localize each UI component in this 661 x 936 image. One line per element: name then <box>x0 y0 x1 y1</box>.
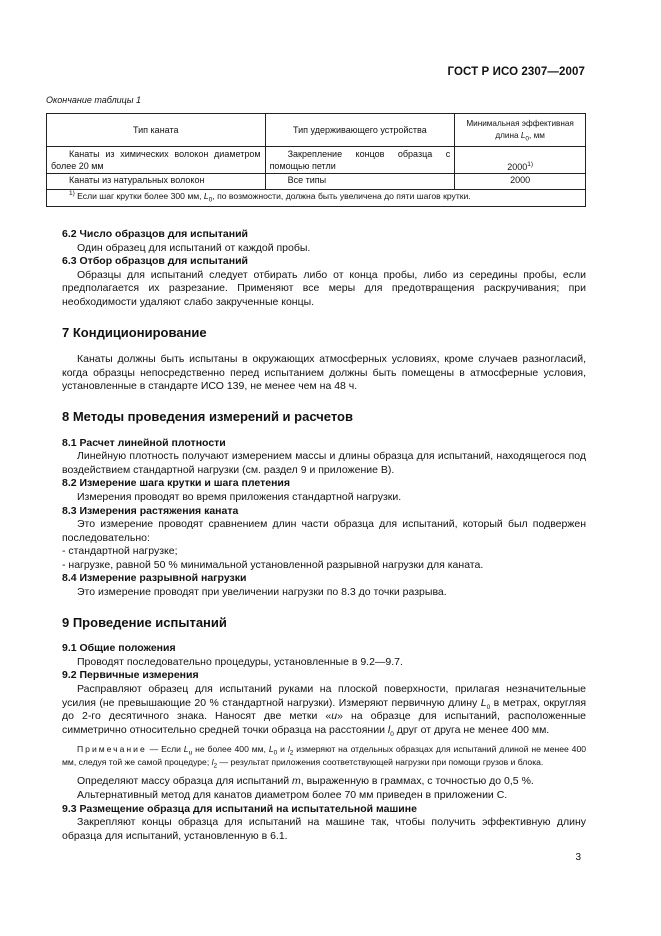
section-title-8: 8 Методы проведения измерений и расчетов <box>62 408 353 424</box>
subsection-title-9-1: 9.1 Общие положения <box>62 642 176 655</box>
col-header-rope-type: Тип каната <box>47 114 266 147</box>
table-row <box>47 174 586 190</box>
document-id: ГОСТ Р ИСО 2307—2007 <box>447 66 585 78</box>
table-row <box>47 147 586 174</box>
paragraph: Закрепляют концы образца для испытаний на машине так, чтобы получить эффективную длину образца для испытаний, установленную в 6.1. <box>62 816 586 842</box>
cell-device-type: Все типы <box>265 174 455 190</box>
paragraph: Расправляют образец для испытаний руками на плоской поверхности, прилагая незначительные усилия (не превышающие 20 % стандартной нагрузки). Измеряют первичную длину $L_0$ в метрах, округляя до 2-го десятичного знака. Наносят две метки «и» на образце для испытаний, расположенные симметрично относительно средней точки образца на расстоянии $l_0$ друг от друга не менее 400 мм. <box>62 683 586 738</box>
paragraph: Это измерение проводят при увеличении нагрузки по 8.3 до точки разрыва. <box>77 586 447 599</box>
paragraph: Канаты должны быть испытаны в окружающих атмосферных условиях, кроме случаев разногласий, когда образцы непосредственно перед испытанием должны быть помещены в атмосферные условия, установленные в стандарте ИСО 139, не менее чем на 48 ч. <box>62 353 586 393</box>
section-title-9: 9 Проведение испытаний <box>62 614 227 630</box>
spec-table <box>46 113 586 207</box>
paragraph: Это измерение проводят сравнением длин части образца для испытаний, который был подвержен последовательно: <box>62 518 586 544</box>
subsection-title-8-1: 8.1 Расчет линейной плотности <box>62 436 226 449</box>
cell-min-length: 2000 <box>455 174 586 190</box>
table-footnote-row <box>47 190 586 207</box>
cell-rope-type: Канаты из натуральных волокон <box>47 174 266 190</box>
paragraph: Образцы для испытаний следует отбирать либо от конца пробы, либо из середины пробы, если предполагается их разрезание. Применяют все меры для предотвращения раскручивания; при необходимости удаляют слабо закрученные концы. <box>62 268 586 308</box>
list-item: - стандартной нагрузке; <box>62 545 178 558</box>
paragraph: Определяют массу образца для испытаний m, выраженную в граммах, с точностью до 0,5 %. <box>77 775 534 788</box>
paragraph: Измерения проводят во время приложения стандартной нагрузки. <box>77 490 402 503</box>
cell-device-type: Закрепление концов образца с помощью петли <box>265 147 455 174</box>
subsection-title-6-3: 6.3 Отбор образцов для испытаний <box>62 255 249 268</box>
table-caption: Окончание таблицы 1 <box>46 95 141 105</box>
subsection-title-8-2: 8.2 Измерение шага крутки и шага плетения <box>62 477 290 490</box>
list-item: - нагрузке, равной 50 % минимальной установленной разрывной нагрузки для каната. <box>62 558 484 571</box>
document-body <box>62 228 586 843</box>
col-header-min-length: Минимальная эффективная длина $L_0$, мм <box>455 114 586 147</box>
paragraph: Альтернативный метод для канатов диаметром более 70 мм приведен в приложении С. <box>77 789 508 801</box>
subsection-title-9-3: 9.3 Размещение образца для испытаний на испытательной машине <box>62 802 417 815</box>
cell-min-length: 2000$^{1)}$ <box>455 147 586 174</box>
subsection-title-8-3: 8.3 Измерения растяжения каната <box>62 504 239 517</box>
cell-rope-type: Канаты из химических волокон диаметром более 20 мм <box>47 147 266 174</box>
subsection-title-8-4: 8.4 Измерение разрывной нагрузки <box>62 572 247 585</box>
note: Примечание — Если $L_u$ не более 400 мм, $L_0$ и $l_2$ измеряют на отдельных образцах для испытаний длиной не менее 400 мм, следуя той же самой процедуре; $l_2$ — результат приложения соответствующей нагрузки при помощи грузов и блока. <box>62 744 587 770</box>
col-header-device-type: Тип удерживающего устройства <box>265 114 455 147</box>
paragraph: Проводят последовательно процедуры, установленные в 9.2—9.7. <box>77 655 403 668</box>
subsection-title-9-2: 9.2 Первичные измерения <box>62 669 199 682</box>
subsection-title-6-2: 6.2 Число образцов для испытаний <box>62 228 249 240</box>
section-title-7: 7 Кондиционирование <box>62 324 207 340</box>
paragraph: Один образец для испытаний от каждой пробы. <box>77 241 311 254</box>
table-header-row <box>47 114 586 147</box>
page-number: 3 <box>575 852 581 863</box>
paragraph: Линейную плотность получают измерением массы и длины образца для испытаний, находящегося под воздействием стандартной нагрузки (см. раздел 9 и приложение В). <box>62 450 586 476</box>
table-footnote: $^{1)}$ Если шаг крутки более 300 мм, $L_0$, по возможности, должна быть увеличена до пяти шагов крутки. <box>47 190 586 207</box>
